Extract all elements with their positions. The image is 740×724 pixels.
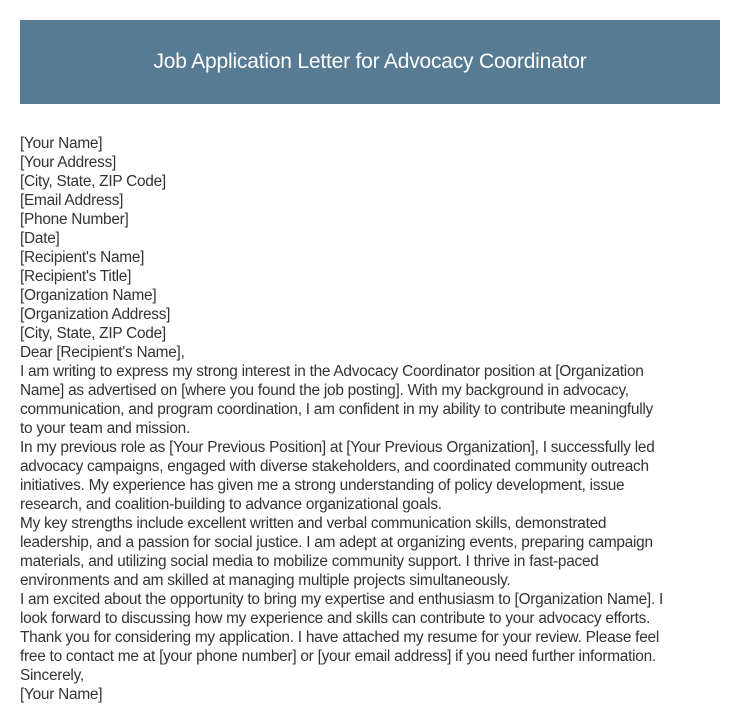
paragraph-line: communication, and program coordination, I am confident in my ability to contribute meaningfully bbox=[20, 401, 654, 418]
sender-name: [Your Name] bbox=[20, 135, 103, 152]
paragraph-line: advocacy campaigns, engaged with diverse stakeholders, and coordinated community outreach bbox=[20, 458, 649, 475]
paragraph-line: to your team and mission. bbox=[20, 420, 190, 437]
recipient-city-state-zip: [City, State, ZIP Code] bbox=[20, 325, 166, 342]
page-title: Job Application Letter for Advocacy Coordinator bbox=[153, 50, 587, 73]
recipient-organization-address: [Organization Address] bbox=[20, 306, 171, 323]
sender-city-state-zip: [City, State, ZIP Code] bbox=[20, 173, 166, 190]
recipient-name: [Recipient's Name] bbox=[20, 249, 145, 266]
salutation: Dear [Recipient's Name], bbox=[20, 344, 185, 361]
closing: Sincerely, bbox=[20, 667, 84, 684]
paragraph-line: Name] as advertised on [where you found the job posting]. With my background in advocacy, bbox=[20, 382, 629, 399]
paragraph-line: initiatives. My experience has given me a strong understanding of policy development, issue bbox=[20, 477, 625, 494]
sender-block bbox=[20, 134, 720, 229]
recipient-title: [Recipient's Title] bbox=[20, 268, 132, 285]
paragraph-intro bbox=[20, 362, 720, 438]
paragraph-line: In my previous role as [Your Previous Position] at [Your Previous Organization], I successfully led bbox=[20, 439, 655, 456]
paragraph-line: I am writing to express my strong interest in the Advocacy Coordinator position at [Organization bbox=[20, 363, 644, 380]
paragraph-line: leadership, and a passion for social justice. I am adept at organizing events, preparing campaign bbox=[20, 534, 653, 551]
paragraph-line: free to contact me at [your phone number] or [your email address] if you need further information. bbox=[20, 648, 656, 665]
paragraph-strengths bbox=[20, 514, 720, 590]
paragraph-line: My key strengths include excellent written and verbal communication skills, demonstrated bbox=[20, 515, 607, 532]
paragraph-line: materials, and utilizing social media to mobilize community support. I thrive in fast-paced bbox=[20, 553, 599, 570]
paragraph-closing bbox=[20, 590, 720, 666]
sender-email: [Email Address] bbox=[20, 192, 124, 209]
sender-phone: [Phone Number] bbox=[20, 211, 129, 228]
paragraph-line: research, and coalition-building to advance organizational goals. bbox=[20, 496, 442, 513]
signature: [Your Name] bbox=[20, 686, 103, 703]
paragraph-line: Thank you for considering my application. I have attached my resume for your review. Please feel bbox=[20, 629, 659, 646]
letter-date: [Date] bbox=[20, 230, 60, 247]
sender-address: [Your Address] bbox=[20, 154, 117, 171]
paragraph-line: look forward to discussing how my experience and skills can contribute to your advocacy efforts. bbox=[20, 610, 651, 627]
title-banner bbox=[20, 20, 720, 104]
paragraph-experience bbox=[20, 438, 720, 514]
letter-body bbox=[20, 134, 720, 704]
paragraph-line: I am excited about the opportunity to bring my expertise and enthusiasm to [Organization Name]. I bbox=[20, 591, 664, 608]
recipient-block bbox=[20, 248, 720, 343]
recipient-organization: [Organization Name] bbox=[20, 287, 157, 304]
paragraph-line: environments and am skilled at managing multiple projects simultaneously. bbox=[20, 572, 511, 589]
